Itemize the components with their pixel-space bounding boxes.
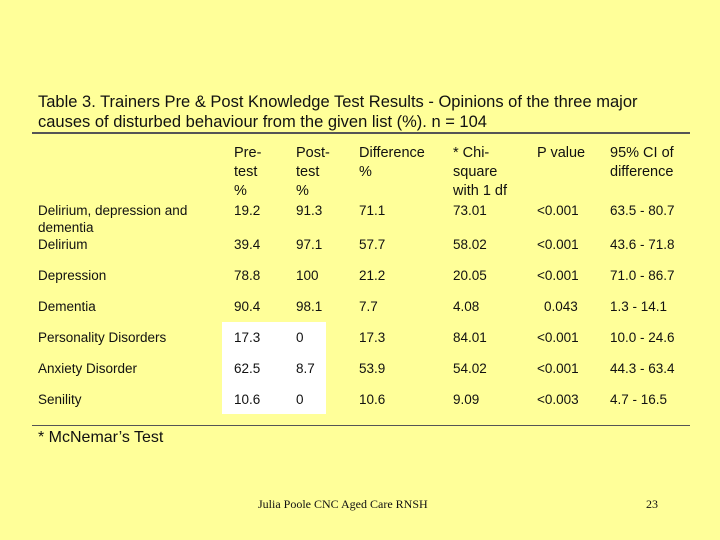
pre-test-value: 62.5 xyxy=(234,361,261,376)
post-test-value: 8.7 xyxy=(296,361,315,376)
header-p-value: P value xyxy=(537,145,586,161)
post-test-value: 97.1 xyxy=(296,237,323,252)
page-number: 23 xyxy=(646,497,658,511)
chi-square-value: 20.05 xyxy=(453,268,487,283)
header-pre-test-3: % xyxy=(234,183,247,199)
table-row xyxy=(0,202,720,238)
chi-square-value: 9.09 xyxy=(453,392,480,407)
pre-test-value: 17.3 xyxy=(234,330,261,345)
chi-square-value: 84.01 xyxy=(453,330,487,345)
pre-test-value: 19.2 xyxy=(234,203,261,218)
row-label: Delirium xyxy=(38,237,88,252)
p-value: 0.043 xyxy=(544,299,578,314)
p-value: <0.001 xyxy=(537,237,579,252)
header-chi-square-3: with 1 df xyxy=(453,183,507,199)
p-value: <0.001 xyxy=(537,268,579,283)
row-label: Personality Disorders xyxy=(38,330,167,345)
difference-value: 10.6 xyxy=(359,392,386,407)
post-test-value: 100 xyxy=(296,268,319,283)
chi-square-value: 58.02 xyxy=(453,237,487,252)
footnote: * McNemar’s Test xyxy=(38,429,164,446)
ci-value: 4.7 - 16.5 xyxy=(610,392,668,407)
pre-test-value: 90.4 xyxy=(234,299,261,314)
table-row xyxy=(0,391,720,427)
row-label: Delirium, depression and xyxy=(38,203,188,218)
post-test-value: 0 xyxy=(296,392,304,407)
post-test-value: 0 xyxy=(296,330,304,345)
header-ci-2: difference xyxy=(610,164,674,180)
difference-value: 7.7 xyxy=(359,299,378,314)
header-post-test-1: Post- xyxy=(296,145,330,161)
p-value: <0.001 xyxy=(537,203,579,218)
header-difference-1: Difference xyxy=(359,145,425,161)
header-pre-test-2: test xyxy=(234,164,258,180)
p-value: <0.001 xyxy=(537,330,579,345)
pre-test-value: 78.8 xyxy=(234,268,261,283)
footer-author: Julia Poole CNC Aged Care RNSH xyxy=(258,497,428,511)
header-pre-test-1: Pre- xyxy=(234,145,262,161)
header-chi-square-2: square xyxy=(453,164,498,180)
post-test-value: 91.3 xyxy=(296,203,323,218)
chi-square-value: 4.08 xyxy=(453,299,480,314)
row-label: Anxiety Disorder xyxy=(38,361,138,376)
ci-value: 10.0 - 24.6 xyxy=(610,330,675,345)
table-header-row xyxy=(0,143,720,203)
post-test-value: 98.1 xyxy=(296,299,323,314)
ci-value: 1.3 - 14.1 xyxy=(610,299,668,314)
ci-value: 63.5 - 80.7 xyxy=(610,203,675,218)
footnote-divider xyxy=(32,425,690,426)
difference-value: 17.3 xyxy=(359,330,386,345)
header-chi-square-1: * Chi- xyxy=(453,145,490,161)
table-title: Table 3. Trainers Pre & Post Knowledge Test Results - Opinions of the three major causes of disturbed behaviour from the given list (%). n = 104 xyxy=(38,93,638,131)
difference-value: 21.2 xyxy=(359,268,386,283)
header-post-test-3: % xyxy=(296,183,309,199)
difference-value: 57.7 xyxy=(359,237,386,252)
row-label: Depression xyxy=(38,268,107,283)
row-label-continued: dementia xyxy=(38,220,94,235)
title-divider xyxy=(32,132,690,134)
header-ci-1: 95% CI of xyxy=(610,145,674,161)
row-label: Dementia xyxy=(38,299,96,314)
ci-value: 71.0 - 86.7 xyxy=(610,268,675,283)
p-value: <0.003 xyxy=(537,392,579,407)
difference-value: 53.9 xyxy=(359,361,386,376)
ci-value: 44.3 - 63.4 xyxy=(610,361,675,376)
difference-value: 71.1 xyxy=(359,203,386,218)
pre-test-value: 39.4 xyxy=(234,237,261,252)
header-difference-2: % xyxy=(359,164,372,180)
chi-square-value: 54.02 xyxy=(453,361,487,376)
ci-value: 43.6 - 71.8 xyxy=(610,237,675,252)
row-label: Senility xyxy=(38,392,82,407)
header-post-test-2: test xyxy=(296,164,320,180)
pre-test-value: 10.6 xyxy=(234,392,261,407)
p-value: <0.001 xyxy=(537,361,579,376)
chi-square-value: 73.01 xyxy=(453,203,487,218)
